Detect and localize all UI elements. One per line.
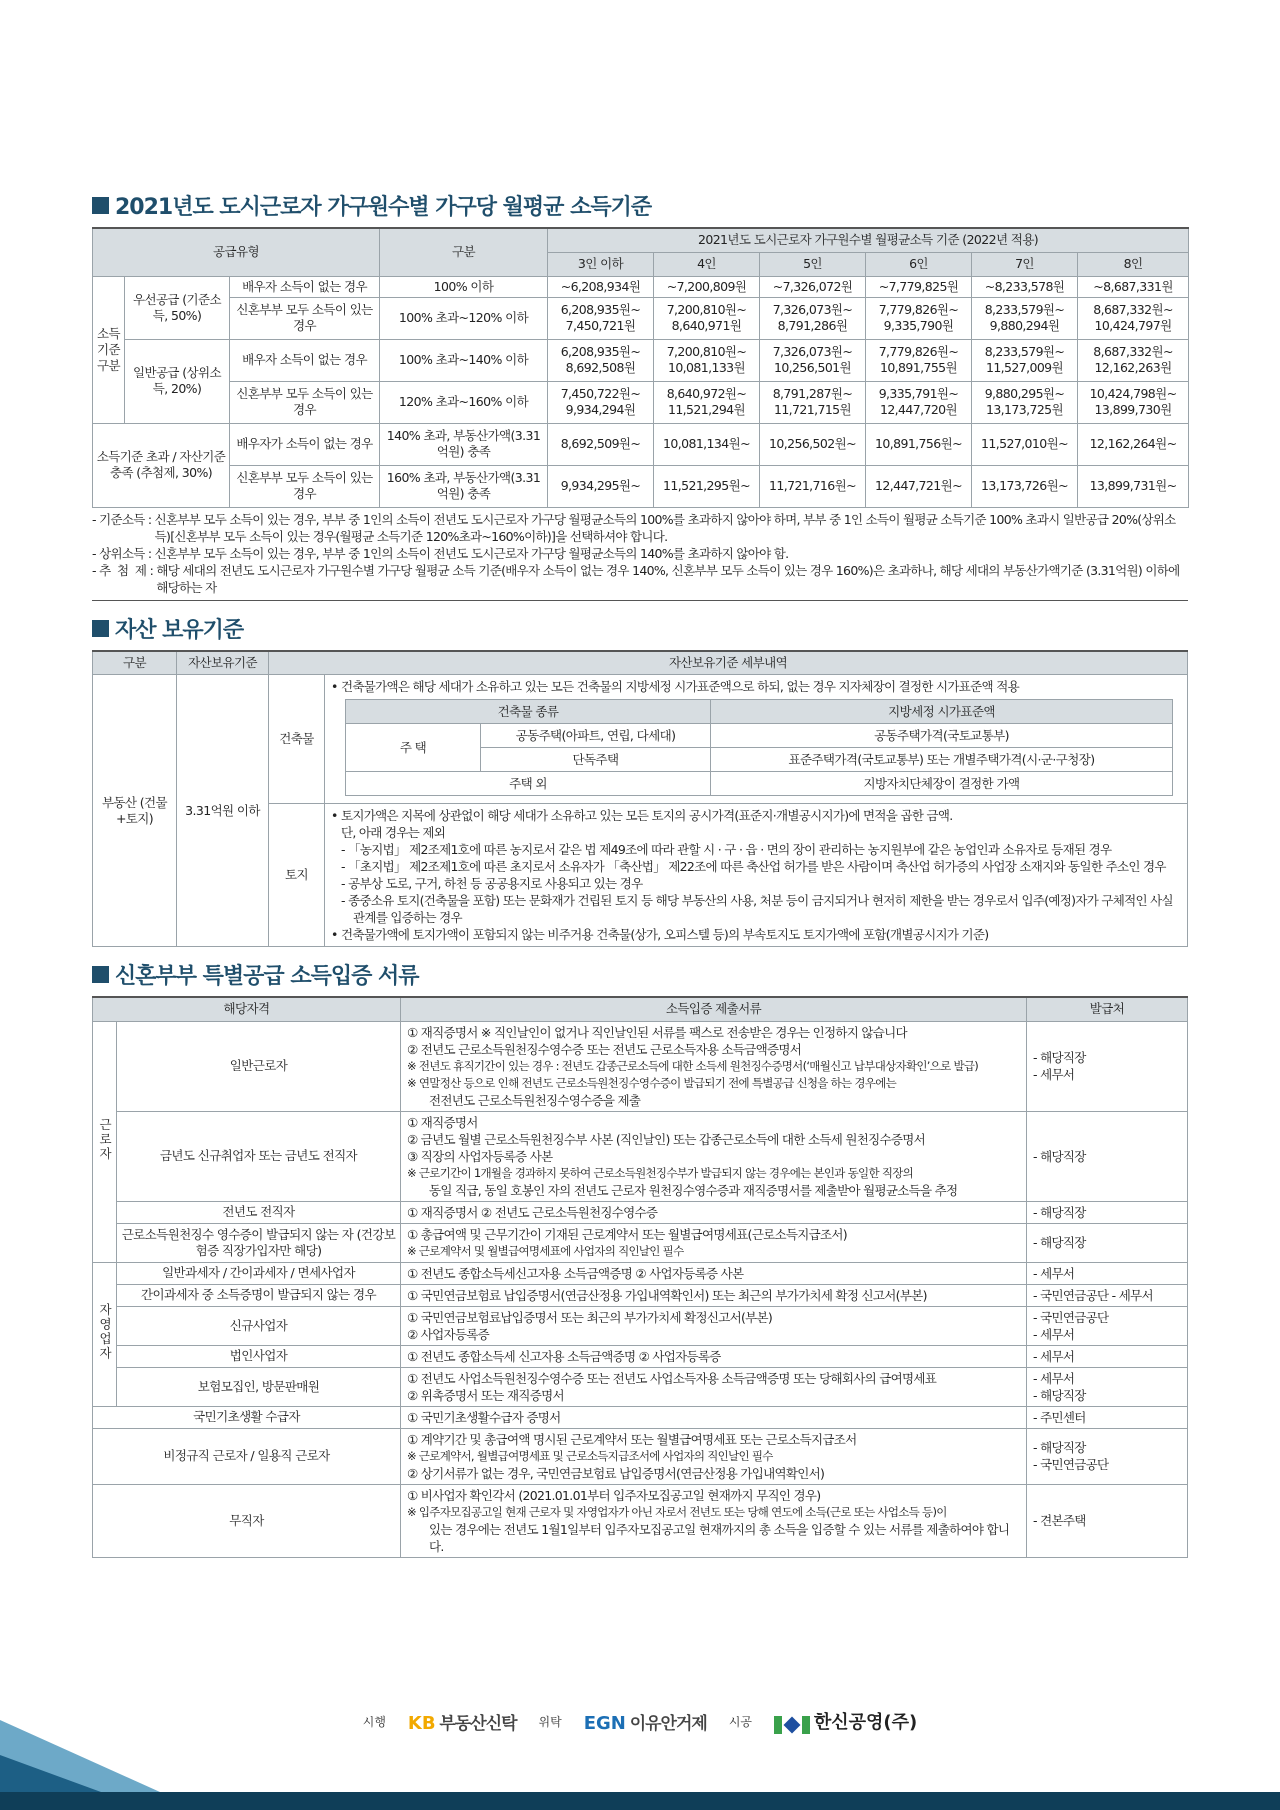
cell: 7,326,073원~ 8,791,286원 (760, 297, 866, 339)
row-gubun: 160% 초과, 부동산가액(3.31억원) 충족 (380, 465, 548, 507)
document-line: ② 위촉증명서 또는 재직증명서 (407, 1387, 564, 1403)
footer-label-trustee: 위탁 (538, 1714, 562, 1729)
issuer-line: - 해당직장 (1033, 1148, 1086, 1164)
deco-bar (0, 1792, 1280, 1810)
square-icon (92, 197, 109, 214)
documents-cell (401, 1484, 1027, 1557)
documents-cell (401, 1021, 1027, 1111)
issuer-line: - 세무서 (1033, 1067, 1075, 1082)
detached-value: 표준주택가격(국토교통부) 또는 개별주택가격(시·군·구청장) (711, 748, 1173, 772)
income-notes (92, 511, 1188, 601)
table-row (93, 1406, 1188, 1428)
issuer-cell (1027, 1111, 1188, 1201)
qualification-cell: 근로소득원천징수 영수증이 발급되지 않는 자 (건강보험증 직장가입자만 해당) (117, 1223, 401, 1262)
qualification-cell: 법인사업자 (117, 1345, 401, 1367)
qualification-cell: 전년도 전직자 (117, 1201, 401, 1223)
cell: ~7,200,809원 (654, 276, 760, 297)
general-label: 일반공급 (상위소득, 20%) (125, 339, 230, 423)
row-gubun: 140% 초과, 부동산가액(3.31억원) 충족 (380, 423, 548, 465)
cell: 7,200,810원~ 10,081,133원 (654, 339, 760, 381)
documents-cell (401, 1284, 1027, 1306)
document-line: ① 국민연금보험료 납입증명서(연금산정용 가입내역확인서) 또는 최근의 부가가치세 확정 신고서(부본) (407, 1287, 927, 1303)
issuer-cell (1027, 1284, 1188, 1306)
detached-label: 단독주택 (481, 748, 711, 772)
side-cell (93, 1021, 117, 1262)
row-type: 신혼부부 모두 소득이 있는 경우 (230, 297, 380, 339)
side-cell (93, 1262, 117, 1406)
documents-cell (401, 1262, 1027, 1284)
corner-decoration (0, 1700, 1280, 1810)
self-employed-side-label: 자영업자 (97, 1303, 113, 1361)
issuer-line: - 세무서 (1033, 1265, 1075, 1281)
cell: 6,208,935원~ 7,450,721원 (548, 297, 654, 339)
inner-h1: 건축물 종류 (346, 700, 711, 724)
document-line: ① 국민기초생활수급자 증명서 (407, 1409, 561, 1425)
row-type: 배우자 소득이 없는 경우 (230, 276, 380, 297)
documents-cell (401, 1223, 1027, 1262)
table-row (93, 1284, 1188, 1306)
document-line: ※ 전년도 휴직기간이 있는 경우 : 전년도 갑종근로소득에 대한 소득세 원천징수증명서(‘매월신고 납부대상자확인’으로 발급) (407, 1058, 979, 1073)
documents-cell (401, 1111, 1027, 1201)
land-label: 토지 (269, 804, 325, 947)
cell: 7,326,073원~ 10,256,501원 (760, 339, 866, 381)
cell: 8,791,287원~ 11,721,715원 (760, 381, 866, 423)
priority-label: 우선공급 (기준소득, 50%) (125, 276, 230, 339)
table-row (93, 1223, 1188, 1262)
col-header: 5인 (760, 252, 866, 276)
nonhouse-label: 주택 외 (346, 772, 711, 796)
issuer-cell (1027, 1223, 1188, 1262)
row-type: 배우자가 소득이 없는 경우 (230, 423, 380, 465)
footer-label-builder: 시공 (728, 1714, 753, 1729)
issuer-line: - 세무서 (1033, 1348, 1075, 1364)
note: - 상위소득 : 신혼부부 모두 소득이 있는 경우, 부부 중 1인의 소득이 전년도 도시근로자 가구당 월평균소득의 140%를 초과하지 않아야 함. (92, 545, 789, 561)
cell: 9,880,295원~ 13,173,725원 (972, 381, 1078, 423)
row-type: 신혼부부 모두 소득이 있는 경우 (230, 465, 380, 507)
cell: 11,527,010원~ (972, 423, 1078, 465)
qualification-cell: 금년도 신규취업자 또는 금년도 전직자 (117, 1111, 401, 1201)
col-header: 7인 (972, 252, 1078, 276)
qualification-cell: 일반근로자 (117, 1021, 401, 1111)
documents-cell (401, 1367, 1027, 1406)
docs-h3: 발급처 (1027, 997, 1188, 1021)
issuer-line: - 세무서 (1033, 1326, 1075, 1342)
issuer-cell (1027, 1484, 1188, 1557)
standard-header: 2021년도 도시근로자 가구원수별 월평균소득 기준 (2022년 적용) (548, 228, 1189, 252)
cell: ~8,687,331원 (1078, 276, 1189, 297)
issuer-cell (1027, 1201, 1188, 1223)
document-line: ② 전년도 근로소득원천징수영수증 또는 전년도 근로소득자용 소득금액증명서 (407, 1041, 802, 1057)
building-label: 건축물 (269, 675, 325, 804)
docs-table (92, 996, 1188, 1558)
col-header: 6인 (866, 252, 972, 276)
issuer-line: - 국민연금공단 (1033, 1309, 1109, 1325)
table-row (93, 1111, 1188, 1201)
cell: 8,687,332원~ 10,424,797원 (1078, 297, 1189, 339)
issuer-line: - 국민연금공단 - 세무서 (1033, 1287, 1153, 1303)
cell: 13,173,726원~ (972, 465, 1078, 507)
row-gubun: 100% 초과~120% 이하 (380, 297, 548, 339)
documents-cell (401, 1406, 1027, 1428)
document-line: ※ 입주자모집공고일 현재 근로자 및 자영업자가 아닌 자로서 전년도 또는 당해 연도에 소득(근로 또는 사업소득 등)이 (407, 1504, 947, 1519)
document-line: ※ 근로계약서, 월별급여명세표 및 근로소득지급조서에 사업자의 직인날인 필수 (407, 1448, 773, 1463)
document-line: ③ 직장의 사업자등록증 사본 (407, 1148, 553, 1164)
issuer-line: - 해당직장 (1033, 1235, 1086, 1250)
cell: ~7,779,825원 (866, 276, 972, 297)
cell: 9,934,295원~ (548, 465, 654, 507)
table-row (93, 1201, 1188, 1223)
issuer-cell (1027, 1428, 1188, 1484)
hanshin-logo: 한신공영(주) (774, 1708, 917, 1734)
issuer-line: - 해당직장 (1033, 1387, 1086, 1403)
table-row (93, 1021, 1188, 1111)
issuer-line: - 견본주택 (1033, 1513, 1086, 1528)
document-line: ※ 연말정산 등으로 인해 전년도 근로소득원천징수영수증이 발급되기 전에 특별공급 신청을 하는 경우에는 (407, 1075, 897, 1090)
income-side-label: 소득 기준 구분 (93, 276, 125, 423)
documents-cell (401, 1306, 1027, 1345)
qualification-cell: 일반과세자 / 간이과세자 / 면세사업자 (117, 1262, 401, 1284)
issuer-cell (1027, 1406, 1188, 1428)
document-line: ① 계약기간 및 총급여액 명시된 근로계약서 또는 월별급여명세표 또는 근로소득지급조서 (407, 1431, 857, 1447)
building-detail: • 건축물가액은 해당 세대가 소유하고 있는 모든 건축물의 지방세정 시가표준액으로 하되, 없는 경우 지자체장이 결정한 시가표준액 적용 건축물 종류 지방세정 시가표준액 주 택 공동주택(아파트, 연립, 다세대) 공동주택가격(국토교통부) 단독주택 표준주택가격(국토교통부) 또는 개별주택가격(시·군·구청장) 주택 외 지방자치단체장이 결정한 가액 (325, 675, 1188, 804)
cell: 10,424,798원~ 13,899,730원 (1078, 381, 1189, 423)
cell: 8,692,509원~ (548, 423, 654, 465)
document-line: ※ 근로계약서 및 월별급여명세표에 사업자의 직인날인 필수 (407, 1243, 684, 1258)
asset-h2: 자산보유기준 (177, 651, 269, 675)
issuer-cell (1027, 1367, 1188, 1406)
cell: 8,640,972원~ 11,521,294원 (654, 381, 760, 423)
cell: 10,081,134원~ (654, 423, 760, 465)
issuer-line: - 주민센터 (1033, 1409, 1086, 1425)
asset-section-title: 자산 보유기준 (92, 613, 1188, 644)
document-line: ② 사업자등록증 (407, 1326, 490, 1342)
amount-label: 3.31억원 이하 (177, 675, 269, 947)
qualification-cell: 비정규직 근로자 / 일용직 근로자 (93, 1428, 401, 1484)
kb-logo: KB 부동산신탁 (407, 1712, 517, 1734)
document-line: ② 금년도 월별 근로소득원천징수부 사본 (직인날인) 또는 갑종근로소득에 대한 소득세 원천징수증명서 (407, 1131, 925, 1147)
asset-h1: 구분 (93, 651, 177, 675)
col-header: 4인 (654, 252, 760, 276)
issuer-cell (1027, 1262, 1188, 1284)
issuer-line: - 해당직장 (1033, 1050, 1086, 1065)
docs-h2: 소득입증 제출서류 (401, 997, 1027, 1021)
document-line: ① 전년도 사업소득원천징수영수증 또는 전년도 사업소득자용 소득금액증명 또는 당해회사의 급여명세표 (407, 1370, 937, 1386)
asset-table (92, 650, 1188, 948)
cell: 7,779,826원~ 9,335,790원 (866, 297, 972, 339)
note: - 추 첨 제 : 해당 세대의 전년도 도시근로자 가구원수별 가구당 월평균 소득 기준(배우자 소득이 없는 경우 140%, 신혼부부 모두 소득이 있는 경우 160%)은 초과하나, 해당 세대의 부동산가액기준 (3.31억원) 이하에 해당하는 자 (92, 562, 1180, 595)
asset-h3: 자산보유기준 세부내역 (269, 651, 1188, 675)
cell: 8,687,332원~ 12,162,263원 (1078, 339, 1189, 381)
cell: ~8,233,578원 (972, 276, 1078, 297)
cell: 7,779,826원~ 10,891,755원 (866, 339, 972, 381)
income-table (92, 227, 1189, 508)
cell: 12,162,264원~ (1078, 423, 1189, 465)
row-gubun: 100% 초과~140% 이하 (380, 339, 548, 381)
col-header: 3인 이하 (548, 252, 654, 276)
table-row (93, 1306, 1188, 1345)
table-row (93, 1262, 1188, 1284)
egn-logo: EGN 이유안거제 (583, 1712, 707, 1734)
row-gubun: 100% 이하 (380, 276, 548, 297)
cell: 8,233,579원~ 11,527,009원 (972, 339, 1078, 381)
col-header: 8인 (1078, 252, 1189, 276)
cell: 9,335,791원~ 12,447,720원 (866, 381, 972, 423)
document-line: ① 전년도 종합소득세 신고자용 소득금액증명 ② 사업자등록증 (407, 1348, 721, 1364)
row-gubun: 120% 초과~160% 이하 (380, 381, 548, 423)
cell: ~7,326,072원 (760, 276, 866, 297)
row-type: 배우자 소득이 없는 경우 (230, 339, 380, 381)
page (92, 190, 1188, 1558)
issuer-cell (1027, 1345, 1188, 1367)
document-line: ① 국민연금보험료납입증명서 또는 최근의 부가가치세 확정신고서(부본) (407, 1309, 773, 1325)
apt-value: 공동주택가격(국토교통부) (711, 724, 1173, 748)
table-row (93, 1428, 1188, 1484)
footer-label-developer: 시행 (362, 1714, 386, 1729)
note: - 기준소득 : 신혼부부 모두 소득이 있는 경우, 부부 중 1인의 소득이 전년도 도시근로자 가구당 월평균소득의 100%를 초과하지 않아야 하며, 부부 중 1인 소득이 월평균 소득기준 100% 초과시 일반공급 20%(상위소득)[신혼부부 모두 소득이 있는 경우(월평균 소득기준 120%초과~160%이하)]을 선택하셔야 합니다. (92, 511, 1176, 544)
square-icon (92, 966, 109, 983)
apt-label: 공동주택(아파트, 연립, 다세대) (481, 724, 711, 748)
nonhouse-value: 지방자치단체장이 결정한 가액 (711, 772, 1173, 796)
document-line: ② 상기서류가 없는 경우, 국민연금보험료 납입증명서(연금산정용 가입내역확인서) (407, 1465, 825, 1481)
table-row (93, 1367, 1188, 1406)
cell: 11,521,295원~ (654, 465, 760, 507)
document-line: ① 재직증명서 (407, 1114, 478, 1130)
worker-side-label: 근로자 (97, 1117, 113, 1162)
realty-label: 부동산 (건물+토지) (93, 675, 177, 947)
document-line: ① 재직증명서 ※ 직인날인이 없거나 직인날인된 서류를 팩스로 전송받은 경우는 인정하지 않습니다 (407, 1024, 907, 1040)
document-line: ① 비사업자 확인각서 (2021.01.01부터 입주자모집공고일 현재까지 무직인 경우) (407, 1487, 821, 1503)
cell: 13,899,731원~ (1078, 465, 1189, 507)
land-detail: • 토지가액은 지목에 상관없이 해당 세대가 소유하고 있는 모든 토지의 공시가격(표준지·개별공시지가)에 면적을 곱한 금액. 단, 아래 경우는 제외 - 「농지법」 제2조제1호에 따른 농지로서 같은 법 제49조에 따라 관할 시 · 구 · 읍 · 면의 장이 관리하는 농지원부에 같은 농업인과 소유자로 등재된 경우 - 「초지법」 제2조제1호에 따른 초지로서 소유자가 「축산법」 제22조에 따른 축산업 허가를 받은 사람이며 축산업 허가증의 사업장 소재지와 동일한 주소인 경우 - 공부상 도로, 구거, 하천 등 공공용지로 사용되고 있는 경우 - 종중소유 토지(건축물을 포함) 또는 문화재가 건립된 토지 등 해당 부동산의 사용, 처분 등이 금지되거나 현저히 제한을 받는 경우로서 입주(예정)자가 구체적인 사실관계를 입증하는 경우 • 건축물가액에 토지가액이 포함되지 않는 비주거용 건축물(상가, 오피스텔 등)의 부속토지도 토지가액에 포함(개별공시지가 기준) (325, 804, 1188, 947)
cell: 6,208,935원~ 8,692,508원 (548, 339, 654, 381)
issuer-line: - 세무서 (1033, 1370, 1075, 1386)
cell: 10,891,756원~ (866, 423, 972, 465)
docs-section-title: 신혼부부 특별공급 소득입증 서류 (92, 959, 1188, 990)
cell: 12,447,721원~ (866, 465, 972, 507)
table-row (93, 1484, 1188, 1557)
document-line: ① 전년도 종합소득세신고자용 소득금액증명 ② 사업자등록증 사본 (407, 1265, 744, 1281)
cell: 7,450,722원~ 9,934,294원 (548, 381, 654, 423)
documents-cell (401, 1428, 1027, 1484)
income-section-title: 2021년도 도시근로자 가구원수별 가구당 월평균 소득기준 (92, 190, 1188, 221)
cell: 11,721,716원~ (760, 465, 866, 507)
qualification-cell: 국민기초생활 수급자 (93, 1406, 401, 1428)
document-line: 전전년도 근로소득원천징수영수증을 제출 (429, 1092, 641, 1108)
issuer-line: - 국민연금공단 (1033, 1457, 1109, 1472)
inner-h2: 지방세정 시가표준액 (711, 700, 1173, 724)
building-inner-table (345, 699, 1173, 796)
document-line: ① 재직증명서 ② 전년도 근로소득원천징수영수증 (407, 1204, 658, 1220)
document-line: ① 총급여액 및 근무기간이 기재된 근로계약서 또는 월별급여명세표(근로소득지급조서) (407, 1226, 847, 1242)
cell: 10,256,502원~ (760, 423, 866, 465)
documents-cell (401, 1345, 1027, 1367)
cell: ~6,208,934원 (548, 276, 654, 297)
issuer-cell (1027, 1306, 1188, 1345)
issuer-line: - 해당직장 (1033, 1440, 1086, 1455)
document-line: 있는 경우에는 전년도 1월1일부터 입주자모집공고일 현재까지의 총 소득을 입증할 수 있는 서류를 제출하여야 합니다. (429, 1521, 1010, 1554)
gubun-header: 구분 (380, 228, 548, 276)
excess-label: 소득기준 초과 / 자산기준 충족 (추첨제, 30%) (93, 423, 230, 507)
documents-cell (401, 1201, 1027, 1223)
row-type: 신혼부부 모두 소득이 있는 경우 (230, 381, 380, 423)
document-line: 동일 직급, 동일 호봉인 자의 전년도 근로자 원천징수영수증과 재직증명서를 제출받아 월평균소득을 추정 (429, 1182, 958, 1198)
table-row (93, 1345, 1188, 1367)
qualification-cell: 간이과세자 중 소득증명이 발급되지 않는 경우 (117, 1284, 401, 1306)
document-line: ※ 근로기간이 1개월을 경과하지 못하여 근로소득원천징수부가 발급되지 않는 경우에는 본인과 동일한 직장의 (407, 1165, 914, 1180)
issuer-line: - 해당직장 (1033, 1204, 1086, 1220)
square-icon (92, 620, 109, 637)
qualification-cell: 보험모집인, 방문판매원 (117, 1367, 401, 1406)
docs-h1: 해당자격 (93, 997, 401, 1021)
cell: 8,233,579원~ 9,880,294원 (972, 297, 1078, 339)
qualification-cell: 신규사업자 (117, 1306, 401, 1345)
qualification-cell: 무직자 (93, 1484, 401, 1557)
supply-type-header: 공급유형 (93, 228, 380, 276)
cell: 7,200,810원~ 8,640,971원 (654, 297, 760, 339)
issuer-cell (1027, 1021, 1188, 1111)
house-label: 주 택 (346, 724, 481, 772)
